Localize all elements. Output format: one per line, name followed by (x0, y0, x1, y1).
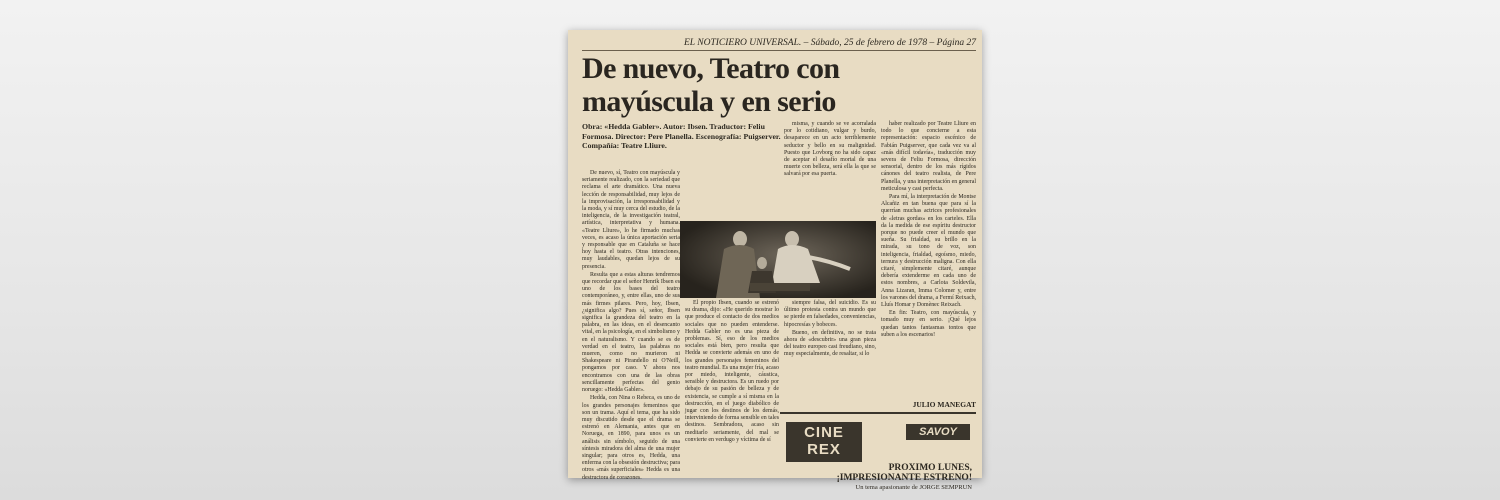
cinema-advertisement (780, 412, 976, 491)
paragraph: De nuevo, sí, Teatro con mayúscula y seriamente realizado, con la seriedad que reclama el arte dramático. Una nueva lección de responsabilidad, muy lejos de la improvisación, la irresponsabilidad y la moda, y sí muy cerca del estudio, de la inteligencia, de la investigación teatral, artística, interpretativa y humana. «Teatre Lliure», lo he firmado muchas veces, es acaso la única aportación seria y responsable que en Cataluña se hace hoy hasta el teatro. Otras intenciones, muy laudables, quedan lejos de su presencia. (582, 170, 680, 270)
column-2-bottom (685, 300, 779, 495)
paragraph: El propio Ibsen, cuando se estrenó su drama, dijo: «He querido mostrar lo que produce el contacto de dos medios sociales que no pueden entenderse. Hedda Gabler no es una pieza de problemas. Sí, eso de los medios sociales está bien, pero resulta que Hedda se convierte además en uno de los grandes personajes femeninos del teatro mundial. Es una mujer fría, acaso por miedo, inteligente, cáustica, sensible y destructora. Es un ruedo por debajo de su pasión de belleza y de existencia, se cumple a sí misma en la destrucción, en el juego diabólico de jugar con los destinos de los demás, interviniendo de forma sensible en tales destinos. Sembradora, acaso sin meditarlo seriamente, del mal se convierte en verdugo y víctima de sí (685, 300, 779, 443)
rex-label: REX (807, 441, 841, 458)
play-credits: Obra: «Hedda Gabler». Autor: Ibsen. Traductor: Feliu Formosa. Director: Pere Planella. Escenografía: Puigserver. Compañía: Teatre Lliure. (582, 122, 781, 151)
paragraph: siempre falsa, del suicidio. Es su último protesta contra un mundo que se pierde en falsedades, conveniencias, hipocresías y bobeces. (784, 300, 876, 328)
ad-premiere-line: ¡IMPRESIONANTE ESTRENO! (836, 473, 972, 483)
stage-photo (680, 221, 876, 298)
paragraph: Para mí, la interpretación de Montse Alcañiz en tan buena que para sí la querrían muchas actrices profesionales de «letras gordas» en los carteles. Ella da la medida de ese espíritu destructor porque no puede creer el mundo que sueña. Su frialdad, su brillo en la mirada, su tono de voz, son inteligencia, frialdad, egoísmo, miedo, ternura y destrucción maligna. Con ella citaré, simplemente citaré, aunque debería extenderme en cada uno de estos nombres, a Carlota Soldevila, Anna Lizaran, Imma Colomer y, entre los varones del drama, a Fermí Reixach, Lluís Homar y Domènec Reixach. (881, 194, 976, 309)
paragraph: En fin: Teatro, con mayúscula, y tomado muy en serio. ¡Qué lejos quedan tantos fantasmas tontos que suben a los escenarios! (881, 310, 976, 338)
paragraph: Resulta que a estas alturas tendremos que recordar que el señor Henrik Ibsen es uno de los bases del teatro contemporáneo, y, entre ellas, uno de sus más firmes pilares. Pero, hoy, Ibsen, ¿significa algo? Pues sí, señor, Ibsen significa la grandeza del teatro en la palabra, en las ideas, en el desencanto vital, en la psicología, en el simbolismo y en el naturalismo. Y cuando se es de verdad en el teatro, las palabras no mueren, como no murieron ni Shakespeare ni Pirandello ni O'Neill, pongamos por caso. Y ahora nos encontramos con una de las obras sencillamente perfectas del genio noruego: «Hedda Gabler». (582, 271, 680, 394)
newspaper-clipping (568, 30, 982, 491)
newspaper-masthead: EL NOTICIERO UNIVERSAL. – Sábado, 25 de febrero de 1978 – Página 27 (582, 38, 976, 51)
column-1 (582, 170, 680, 495)
article-headline: De nuevo, Teatro con mayúscula y en serio (582, 52, 840, 118)
column-3-top (784, 121, 876, 221)
column-3-bottom (784, 300, 876, 400)
paragraph: Hedda, con Nina o Rebeca, es uno de los grandes personajes femeninos que son un trama. Aquí el tema, que ha sido muy discutido desde que el drama se estrenó en Alemania, antes que en Noruega, en 1890, para unos es un análisis sin símbolo, seguido de una síntesis miradora del alma de una mujer singular; para otros es, Hedda, una enferma con la obsesión destructiva; para otros «más superficiales» Hedda es una destructora de corazones. (582, 395, 680, 481)
column-4 (881, 121, 976, 399)
cine-label: CINE (804, 424, 844, 441)
paragraph: haber realizado por Teatre Lliure en todo lo que concierne a esta representación: espacio escénico de Fabián Puigserver, que cada vez va al «más difícil todavía», traducción muy severa de Feliu Formosa, dirección sensorial, dentro de los más rígidos cánones del teatro realista, de Pere Planella, y una interpretación en general meticulosa y casi perfecta. (881, 121, 976, 192)
paragraph: Bueno, en definitiva, no se trata ahora de «descubrir» una gran pieza del teatro europeo casi freudiano, sino, muy especialmente, de resaltar, si lo (784, 329, 876, 358)
ad-date-line: PROXIMO LUNES, (888, 463, 972, 473)
paragraph: misma, y cuando se ve acorralada por lo cotidiano, vulgar y burdo, desaparece en un acto terriblemente seductor y bello en su malignidad. Puesto que Lovborg no ha sido capaz de aceptar el desafío mortal de una muerte con belleza, será ella la que se salvará por esa puerta. (784, 121, 876, 178)
cine-rex-logo (786, 422, 862, 462)
ad-subtitle-line: Un tema apasionante de JORGE SEMPRUN (855, 484, 972, 491)
author-signature: JULIO MANEGAT (912, 400, 976, 409)
savoy-logo: SAVOY (906, 424, 970, 440)
